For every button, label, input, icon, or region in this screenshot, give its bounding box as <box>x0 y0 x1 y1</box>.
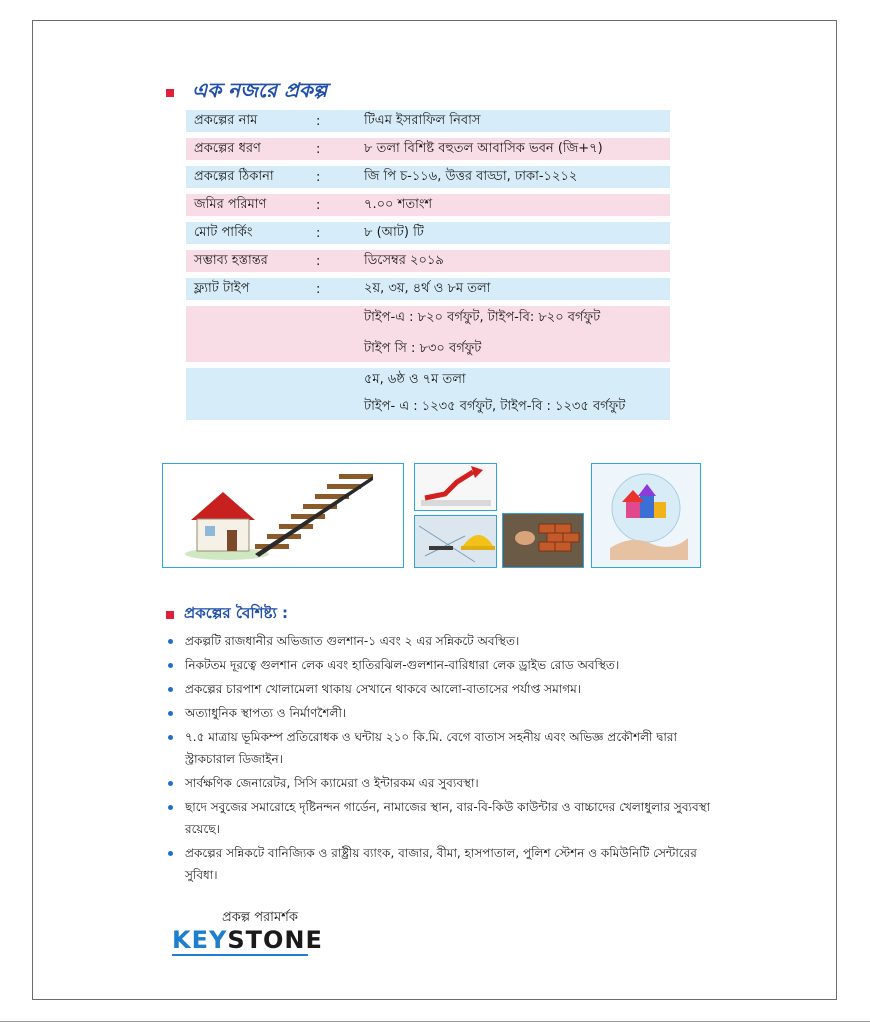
row-colon: : <box>316 169 321 185</box>
feature-text: ছাদে সবুজের সমারোহে দৃষ্টিনন্দন গার্ডেন, নামাজের স্থান, বার-বি-কিউ কাউন্টার ও বাচ্চাদের খেলাধুলার সুব্যবস্থা রয়েছে। <box>185 800 711 836</box>
blueprint-helmet-icon <box>415 516 496 567</box>
bullet-dot-icon <box>168 805 173 810</box>
bullet-dot-icon <box>168 711 173 716</box>
row-label: ফ্ল্যাট টাইপ <box>194 280 250 296</box>
row-colon: : <box>316 197 321 213</box>
row-colon: : <box>316 141 321 157</box>
logo-stone-text: STONE <box>227 926 323 954</box>
bullet-dot-icon <box>168 687 173 692</box>
bullet-dot-icon <box>168 663 173 668</box>
heading-bullet-icon <box>166 89 174 97</box>
info-table <box>186 110 670 426</box>
table-row <box>186 110 670 132</box>
table-row <box>186 166 670 188</box>
list-item <box>168 654 728 676</box>
feature-text: অত্যাধুনিক স্থাপত্য ও নির্মাণশৈলী। <box>185 706 347 720</box>
row-value: টিএম ইসরাফিল নিবাস <box>364 112 481 128</box>
row-label: প্রকল্পের নাম <box>194 112 258 128</box>
heading-bullet-icon <box>166 611 174 619</box>
table-row <box>186 222 670 244</box>
features-title: প্রকল্পের বৈশিষ্ট্য : <box>184 604 289 622</box>
overview-title: এক নজরে প্রকল্প <box>192 78 328 102</box>
growth-arrow-image <box>414 463 497 511</box>
table-row <box>186 194 670 216</box>
row-value: ৭.০০ শতাংশ <box>364 196 433 212</box>
table-row <box>186 138 670 160</box>
flat-type-block <box>186 368 670 420</box>
feature-text: সার্বক্ষণিক জেনারেটর, সিসি ক্যামেরা ও ইন্টারকম এর সুব্যবস্থা। <box>185 776 479 790</box>
row-label: মোট পার্কিং <box>194 224 253 240</box>
house-globe-image <box>591 463 701 568</box>
bullet-dot-icon <box>168 639 173 644</box>
flat-type-block <box>186 306 670 362</box>
row-label: সম্ভাব্য হস্তান্তর <box>194 252 268 268</box>
flat-type-line: ৫ম, ৬ষ্ঠ ও ৭ম তলা <box>364 372 466 387</box>
bottom-rule <box>0 1021 870 1022</box>
list-item <box>168 678 728 700</box>
row-label: প্রকল্পের ধরণ <box>194 140 261 156</box>
consultant-label: প্রকল্প পরামর্শক <box>222 910 298 925</box>
feature-text: নিকটতম দূরত্বে গুলশান লেক এবং হাতিরঝিল-গুলশান-বারিধারা লেক ড্রাইভ রোড অবস্থিত। <box>185 658 620 672</box>
flat-type-line: টাইপ সি : ৮৩০ বর্গফুট <box>364 341 482 356</box>
flat-type-line: টাইপ- এ : ১২৩৫ বর্গফুট, টাইপ-বি : ১২৩৫ বর্গফুট <box>364 399 626 414</box>
row-value: জি পি চ-১১৬, উত্তর বাড্ডা, ঢাকা-১২১২ <box>364 168 578 184</box>
row-value: ৮ (আট) টি <box>364 224 424 240</box>
blueprint-helmet-image <box>414 515 497 568</box>
bullet-dot-icon <box>168 781 173 786</box>
feature-text: প্রকল্পের চারপাশ খোলামেলা থাকায় সেখানে থাকবে আলো-বাতাসের পর্যাপ্ত সমাগম। <box>185 682 582 696</box>
list-item <box>168 726 728 770</box>
row-colon: : <box>316 281 321 297</box>
list-item <box>168 842 728 886</box>
table-row <box>186 250 670 272</box>
bullet-dot-icon <box>168 735 173 740</box>
house-stairs-image <box>162 463 404 568</box>
feature-text: প্রকল্পটি রাজধানীর অভিজাত গুলশান-১ এবং ২ এর সন্নিকটে অবস্থিত। <box>185 634 520 648</box>
features-heading <box>166 602 288 627</box>
feature-text: প্রকল্পের সন্নিকটে বানিজ্যিক ও রাষ্ট্রীয় ব্যাংক, বাজার, বীমা, হাসপাতাল, পুলিশ স্টেশন ও কমিউনিটি সেন্টারের সুবিধা। <box>185 846 697 882</box>
house-stairs-icon <box>163 464 403 567</box>
row-label: প্রকল্পের ঠিকানা <box>194 168 274 184</box>
features-list <box>168 630 728 888</box>
list-item <box>168 702 728 724</box>
row-label: জমির পরিমাণ <box>194 196 267 212</box>
flat-type-line: টাইপ-এ : ৮২০ বর্গফুট, টাইপ-বি: ৮২০ বর্গফুট <box>364 310 601 325</box>
list-item <box>168 772 728 794</box>
table-row <box>186 278 670 300</box>
bullet-dot-icon <box>168 851 173 856</box>
brick-laying-icon <box>503 514 583 567</box>
row-value: ২য়, ৩য়, ৪র্থ ও ৮ম তলা <box>364 280 491 296</box>
logo-underline <box>172 954 308 956</box>
list-item <box>168 796 728 840</box>
keystone-logo <box>172 926 323 954</box>
overview-heading <box>166 76 327 109</box>
row-colon: : <box>316 253 321 269</box>
brick-laying-image <box>502 513 584 568</box>
growth-arrow-icon <box>415 464 496 510</box>
list-item <box>168 630 728 652</box>
house-globe-icon <box>592 464 700 567</box>
row-colon: : <box>316 113 321 129</box>
logo-key-text: KEY <box>172 926 228 954</box>
row-colon: : <box>316 225 321 241</box>
row-value: ৮ তলা বিশিষ্ট বহুতল আবাসিক ভবন (জি+৭) <box>364 140 603 156</box>
row-value: ডিসেম্বর ২০১৯ <box>364 252 444 268</box>
feature-text: ৭.৫ মাত্রায় ভূমিকম্প প্রতিরোধক ও ঘন্টায় ২১০ কি.মি. বেগে বাতাস সহনীয় এবং অভিজ্ঞ প্রকৌশলী দ্বারা স্ট্রাকচারাল ডিজাইন। <box>185 730 677 766</box>
